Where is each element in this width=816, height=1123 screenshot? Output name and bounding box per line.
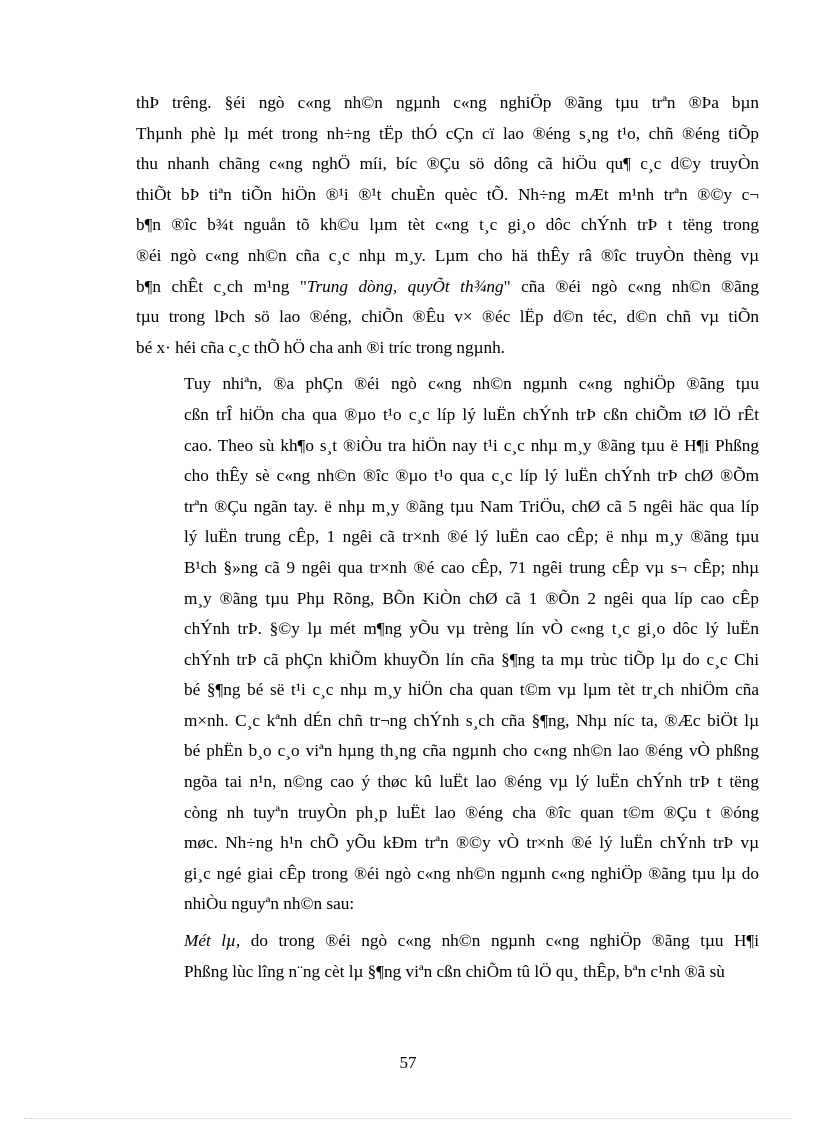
text-line: Phßng lùc lîng n¨ng cèt lµ §¶ng viªn cßn chiÕm tû lÖ qu¸ thÊp, bªn c¹nh ®ã sù <box>184 961 725 981</box>
text-line: B¹ch §»ng cã 9 ngêi qua tr×nh ®é cao cÊp, 71 ngêi trung cÊp vµ s¬ cÊp; nhµ <box>184 557 759 577</box>
text-line: bé x· héi cña c¸c thÕ hÖ cha anh ®i tríc trong ngµnh. <box>136 337 505 357</box>
text-line: bé phËn b¸o c¸o viªn hµng th¸ng cña ngµnh cho c«ng nh©n lao ®éng vÒ phßng <box>184 741 759 761</box>
text-line: ®éi ngò c«ng nh©n cña c¸c nhµ m¸y. Lµm cho hä thÊy râ ®îc truyÒn thèng vµ <box>136 245 759 265</box>
text-line: møc. Nh÷ng h¹n chÕ yÕu kÐm trªn ®©y vÒ tr×nh ®é lý luËn chÝnh trÞ vµ <box>184 833 759 853</box>
text-line: còng nh tuyªn truyÒn ph¸p luËt lao ®éng cha ®îc quan t©m ®Çu t ®óng <box>184 802 759 822</box>
text-line: chÝnh trÞ. §©y lµ mét m¶ng yÕu vµ trèng lín vÒ c«ng t¸c gi¸o dôc lý luËn <box>184 619 759 639</box>
text-line: cßn trÎ hiÖn cha qua ®µo t¹o c¸c líp lý luËn chÝnh trÞ cßn chiÕm tØ lÖ rÊt <box>184 404 759 424</box>
body-paragraph <box>136 88 759 363</box>
text-line: bé §¶ng bé së t¹i c¸c nhµ m¸y hiÖn cha quan t©m vµ lµm tèt tr¸ch nhiÖm cña <box>184 680 759 700</box>
body-paragraph <box>136 926 759 987</box>
text-line <box>136 272 759 303</box>
page-bottom-divider <box>24 1118 792 1119</box>
text-line: lý luËn trung cÊp, 1 ngêi cã tr×nh ®é lý luËn cao cÊp; ë nhµ m¸y ®ãng tµu <box>184 527 759 547</box>
text-line: ngõa tai n¹n, n©ng cao ý thøc kû luËt lao ®éng vµ lý luËn chÝnh trÞ t tëng <box>184 772 759 792</box>
text-segment: " cña ®éi ngò c«ng nh©n ®ãng <box>503 276 759 296</box>
italic-text-segment: Trung dòng, quyÕt th¾ng <box>306 276 504 296</box>
text-segment: do trong ®éi ngò c«ng nh©n ngµnh c«ng nghiÖp ®ãng tµu H¶i <box>240 931 759 951</box>
text-line: b¶n ®îc b¾t nguån tõ kh©u lµm tèt c«ng t¸c gi¸o dôc chÝnh trÞ t tëng trong <box>136 215 759 235</box>
text-line: thu nhanh chãng c«ng nghÖ míi, bíc ®Çu sö dông cã hiÖu qu¶ c¸c d©y truyÒn <box>136 154 759 174</box>
text-line: m¸y ®ãng tµu Phµ Rõng, BÕn KiÒn chØ cã 1 ®Õn 2 ngêi qua líp cao cÊp <box>184 588 759 608</box>
text-line: Tuy nhiªn, ®a phÇn ®éi ngò c«ng nh©n ngµnh c«ng nghiÖp ®ãng tµu <box>184 374 759 394</box>
page-body <box>136 88 759 987</box>
text-segment: b¶n chÊt c¸ch m¹ng " <box>136 276 307 296</box>
page-number: 57 <box>399 1053 417 1072</box>
text-line <box>136 926 759 957</box>
text-line: thÞ trêng. §éi ngò c«ng nh©n ngµnh c«ng nghiÖp ®ãng tµu trªn ®Þa bµn <box>136 93 759 112</box>
text-line: thiÕt bÞ tiªn tiÕn hiÖn ®¹i ®¹t chuÈn quèc tÕ. Nh÷ng mÆt m¹nh trªn ®©y c¬ <box>136 184 759 204</box>
text-line: cao. Theo sù kh¶o s¸t ®iÒu tra hiÖn nay t¹i c¸c nhµ m¸y ®ãng tµu ë H¶i Phßng <box>184 435 759 455</box>
body-paragraph <box>136 369 759 920</box>
text-line: cho thÊy sè c«ng nh©n ®îc ®µo t¹o qua c¸c líp lý luËn chÝnh trÞ chØ ®Õm <box>184 466 759 486</box>
text-line: gi¸c ngé giai cÊp trong ®éi ngò c«ng nh©n ngµnh c«ng nghiÖp ®ãng tµu lµ do <box>184 863 759 883</box>
text-line: nhiÒu nguyªn nh©n sau: <box>184 894 355 914</box>
text-line: tµu trong lÞch sö lao ®éng, chiÕn ®Êu v× ®éc lËp d©n téc, d©n chñ vµ tiÕn <box>136 307 759 327</box>
text-line: chÝnh trÞ cã phÇn khiÕm khuyÕn lín cña §¶ng ta mµ trùc tiÕp lµ do c¸c Chi <box>184 649 759 669</box>
text-line: Thµnh phè lµ mét trong nh÷ng tËp thÓ cÇn cï lao ®éng s¸ng t¹o, chñ ®éng tiÕp <box>136 123 759 143</box>
text-line: m×nh. C¸c kªnh dÉn chñ tr¬ng chÝnh s¸ch cña §¶ng, Nhµ níc ta, ®Æc biÖt lµ <box>184 710 759 730</box>
text-line: trªn ®Çu ngãn tay. ë nhµ m¸y ®ãng tµu Nam TriÖu, chØ cã 5 ngêi häc qua líp <box>184 496 759 516</box>
italic-text-segment: Mét lµ, <box>184 931 241 951</box>
